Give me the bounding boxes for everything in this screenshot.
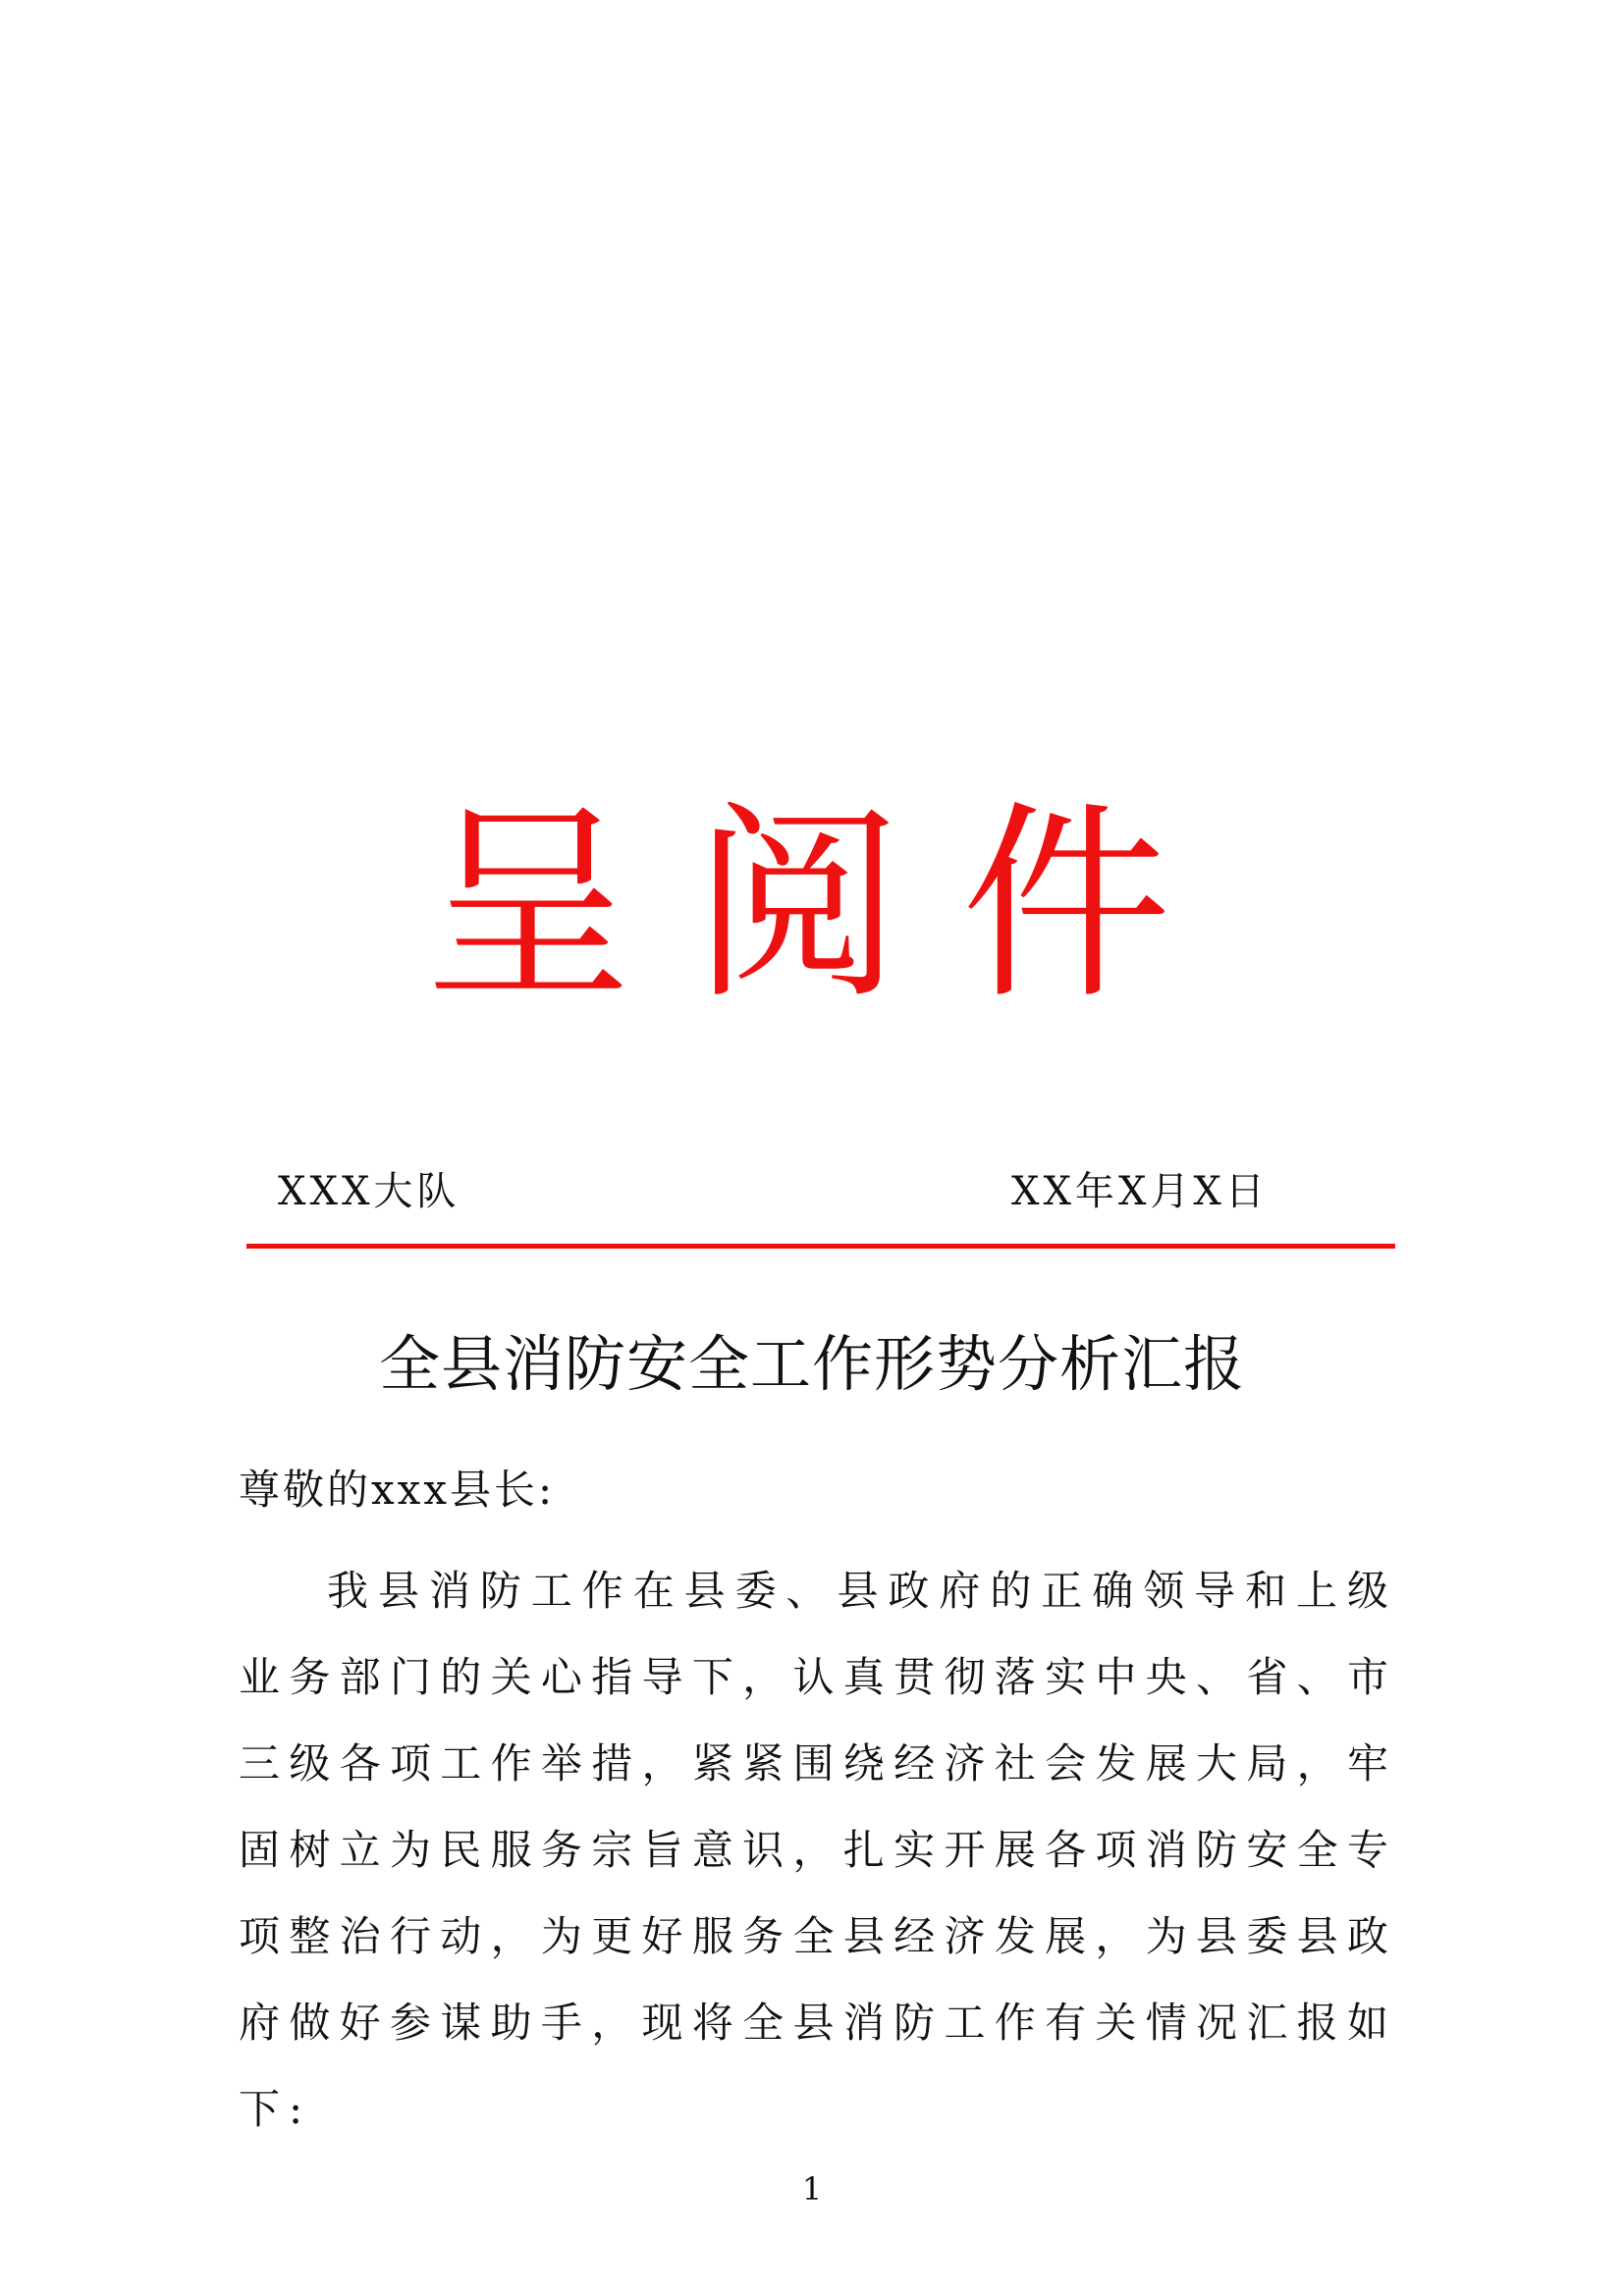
body-paragraph: 我县消防工作在县委、县政府的正确领导和上级业务部门的关心指导下，认真贯彻落实中央、省、市三级各项工作举措，紧紧围绕经济社会发展大局，牢固树立为民服务宗旨意识，扎实开展各项消防安全专项整治行动，为更好服务全县经济发展，为县委县政府做好参谋助手，现将全县消防工作有关情况汇报如下: <box>239 1567 1397 2133</box>
issue-date: XX年X月X日 <box>1011 1169 1269 1214</box>
red-divider-line <box>246 1244 1395 1249</box>
salutation: 尊敬的xxx县长: <box>239 1466 556 1514</box>
document-title: 全县消防安全工作形势分析汇报 <box>378 1328 1245 1400</box>
issuer-name: XXX大队 <box>278 1169 460 1214</box>
masthead-title: 呈阅件 <box>423 783 1230 1028</box>
page-number: 1 <box>801 2170 823 2208</box>
